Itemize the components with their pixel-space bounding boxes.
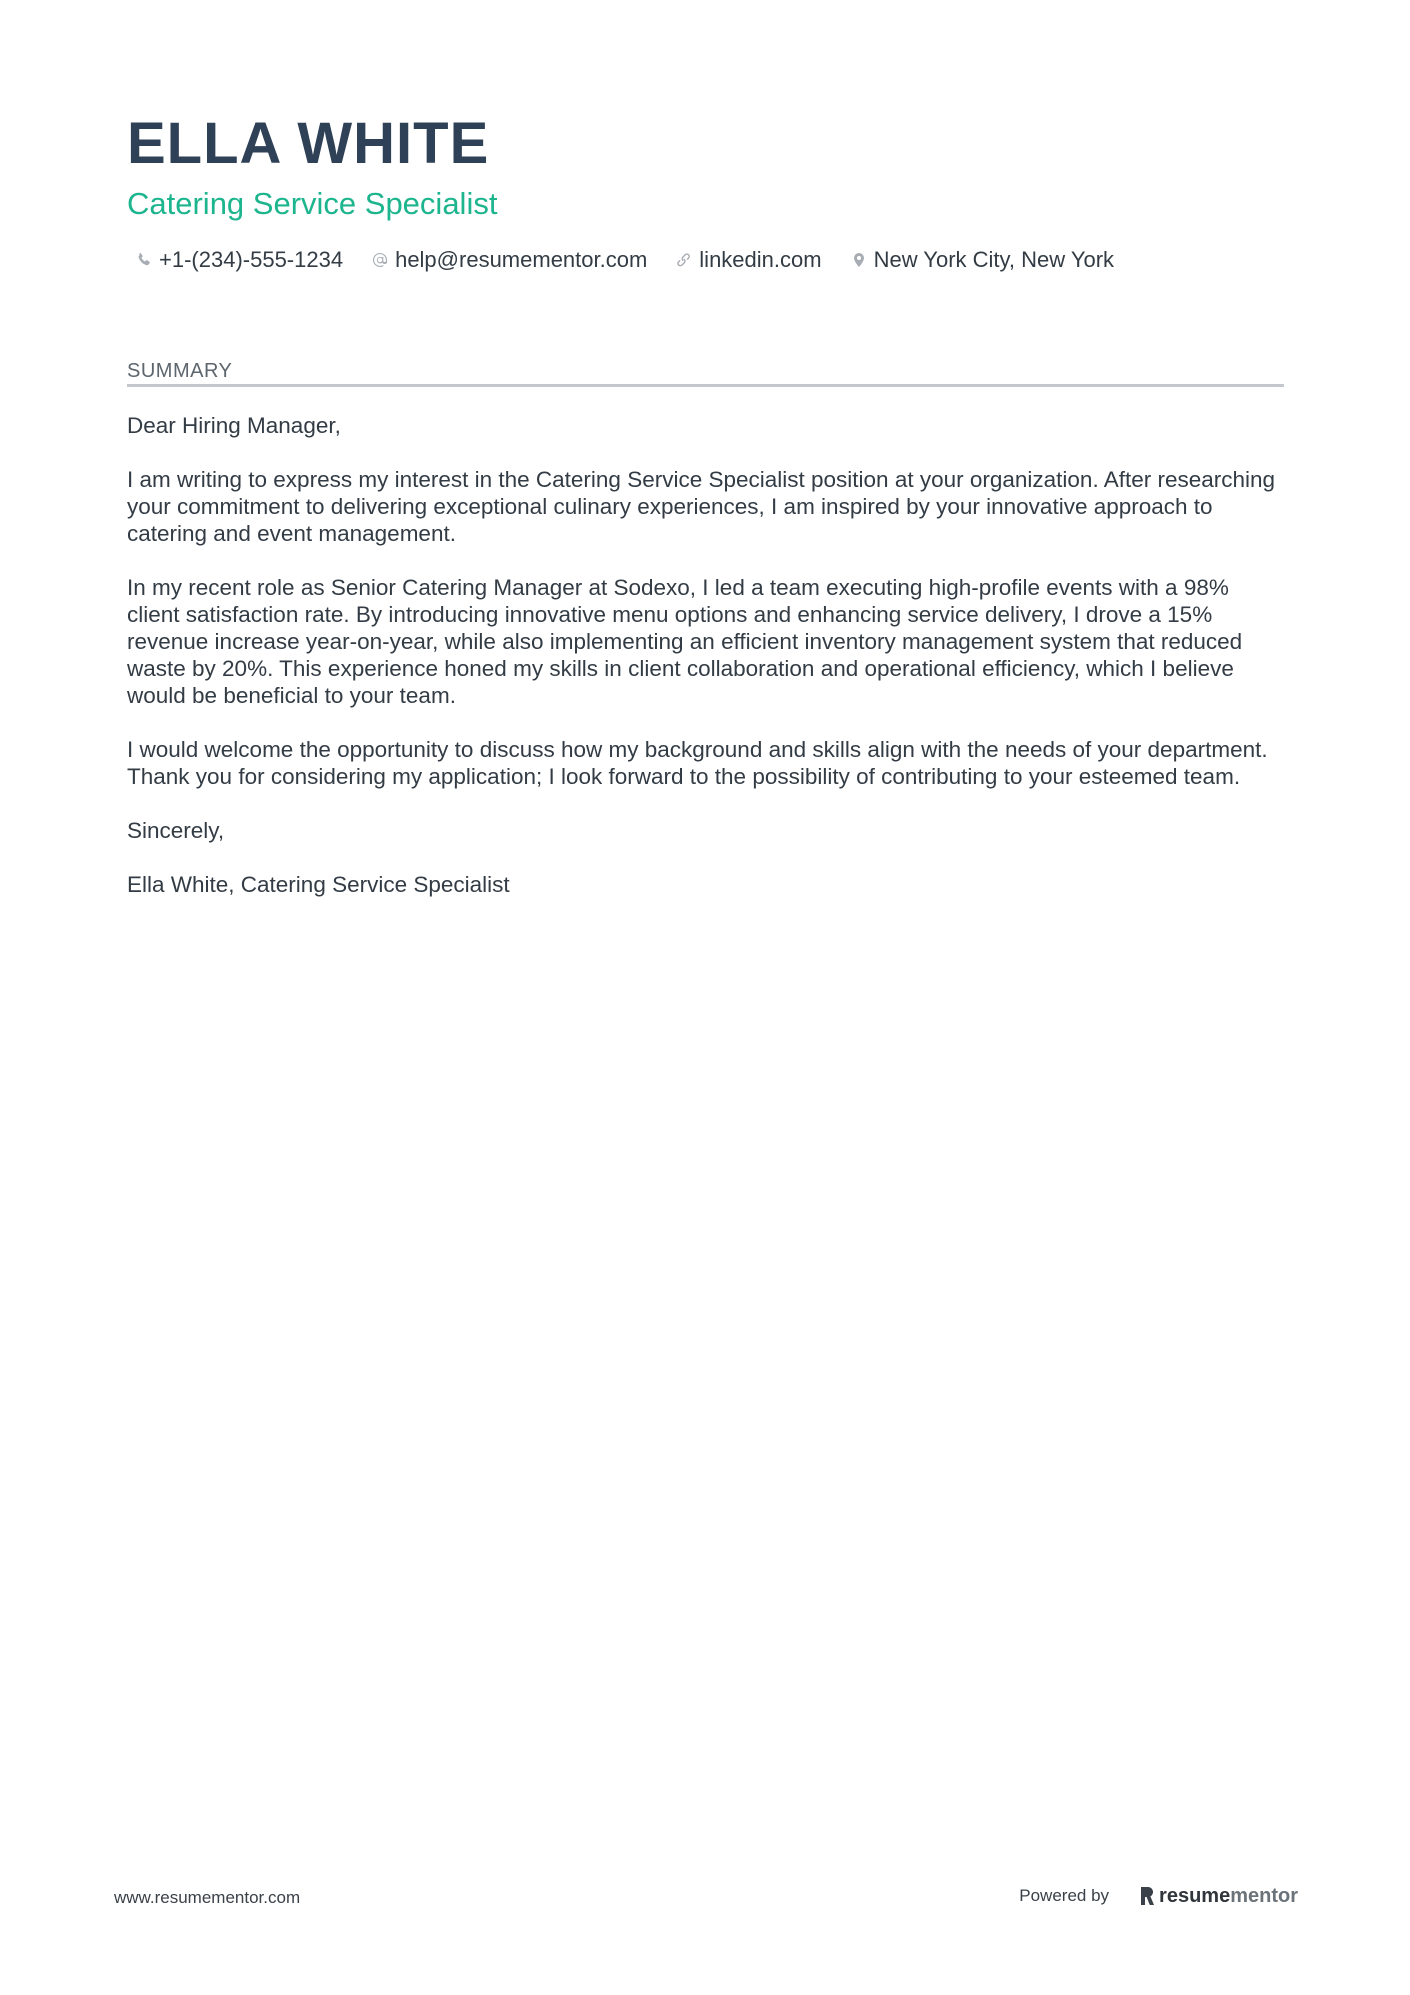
letter-closing: Sincerely,: [127, 818, 225, 843]
contact-phone: [135, 247, 343, 273]
contact-location: [850, 247, 1114, 273]
contact-phone-text: +1-(234)-555-1234: [159, 247, 344, 272]
letter-body: [127, 412, 1287, 925]
contact-location-text: New York City, New York: [873, 247, 1115, 272]
contact-linkedin-text: linkedin.com: [699, 247, 822, 272]
brand-name-light: mentor: [1230, 1884, 1298, 1907]
candidate-job-title: Catering Service Specialist: [127, 186, 498, 221]
letter-paragraph: In my recent role as Senior Catering Manager at Sodexo, I led a team executing high-profile events with a 98% client satisfaction rate. By introducing innovative menu options and enhancing service delivery, I drove a 15% revenue increase year-on-year, while also implementing an efficient inventory management system that reduced waste by 20%. This experience honed my skills in client collaboration and operational efficiency, which I believe would be beneficial to your team.: [127, 575, 1243, 708]
location-pin-icon: [850, 251, 868, 269]
contact-row: [135, 244, 1142, 276]
contact-email: [371, 247, 647, 273]
at-icon: [371, 251, 389, 269]
link-icon: [675, 251, 693, 269]
candidate-name: ELLA WHITE: [127, 111, 490, 176]
section-divider: [127, 384, 1284, 387]
footer-branding: [1019, 1882, 1298, 1910]
summary-heading: SUMMARY: [127, 360, 233, 382]
contact-linkedin: [675, 247, 821, 273]
letter-paragraph: I would welcome the opportunity to discuss how my background and skills align with the needs of your department. Thank you for considering my application; I look forward to the possibility of contributing to your esteemed team.: [127, 737, 1268, 789]
footer-website: www.resumementor.com: [114, 1888, 301, 1907]
letter-paragraph: I am writing to express my interest in the Catering Service Specialist position at your organization. After researching your commitment to delivering exceptional culinary experiences, I am inspired by your innovative approach to catering and event management.: [127, 467, 1276, 546]
resumementor-logo-icon: [1139, 1886, 1155, 1906]
resumementor-logo: [1139, 1885, 1298, 1908]
contact-email-text: help@resumementor.com: [395, 247, 648, 272]
brand-name-strong: resume: [1159, 1884, 1231, 1907]
phone-icon: [135, 251, 153, 269]
letter-salutation: Dear Hiring Manager,: [127, 413, 341, 438]
powered-by-label: Powered by: [1019, 1886, 1110, 1905]
letter-signature: Ella White, Catering Service Specialist: [127, 872, 510, 897]
